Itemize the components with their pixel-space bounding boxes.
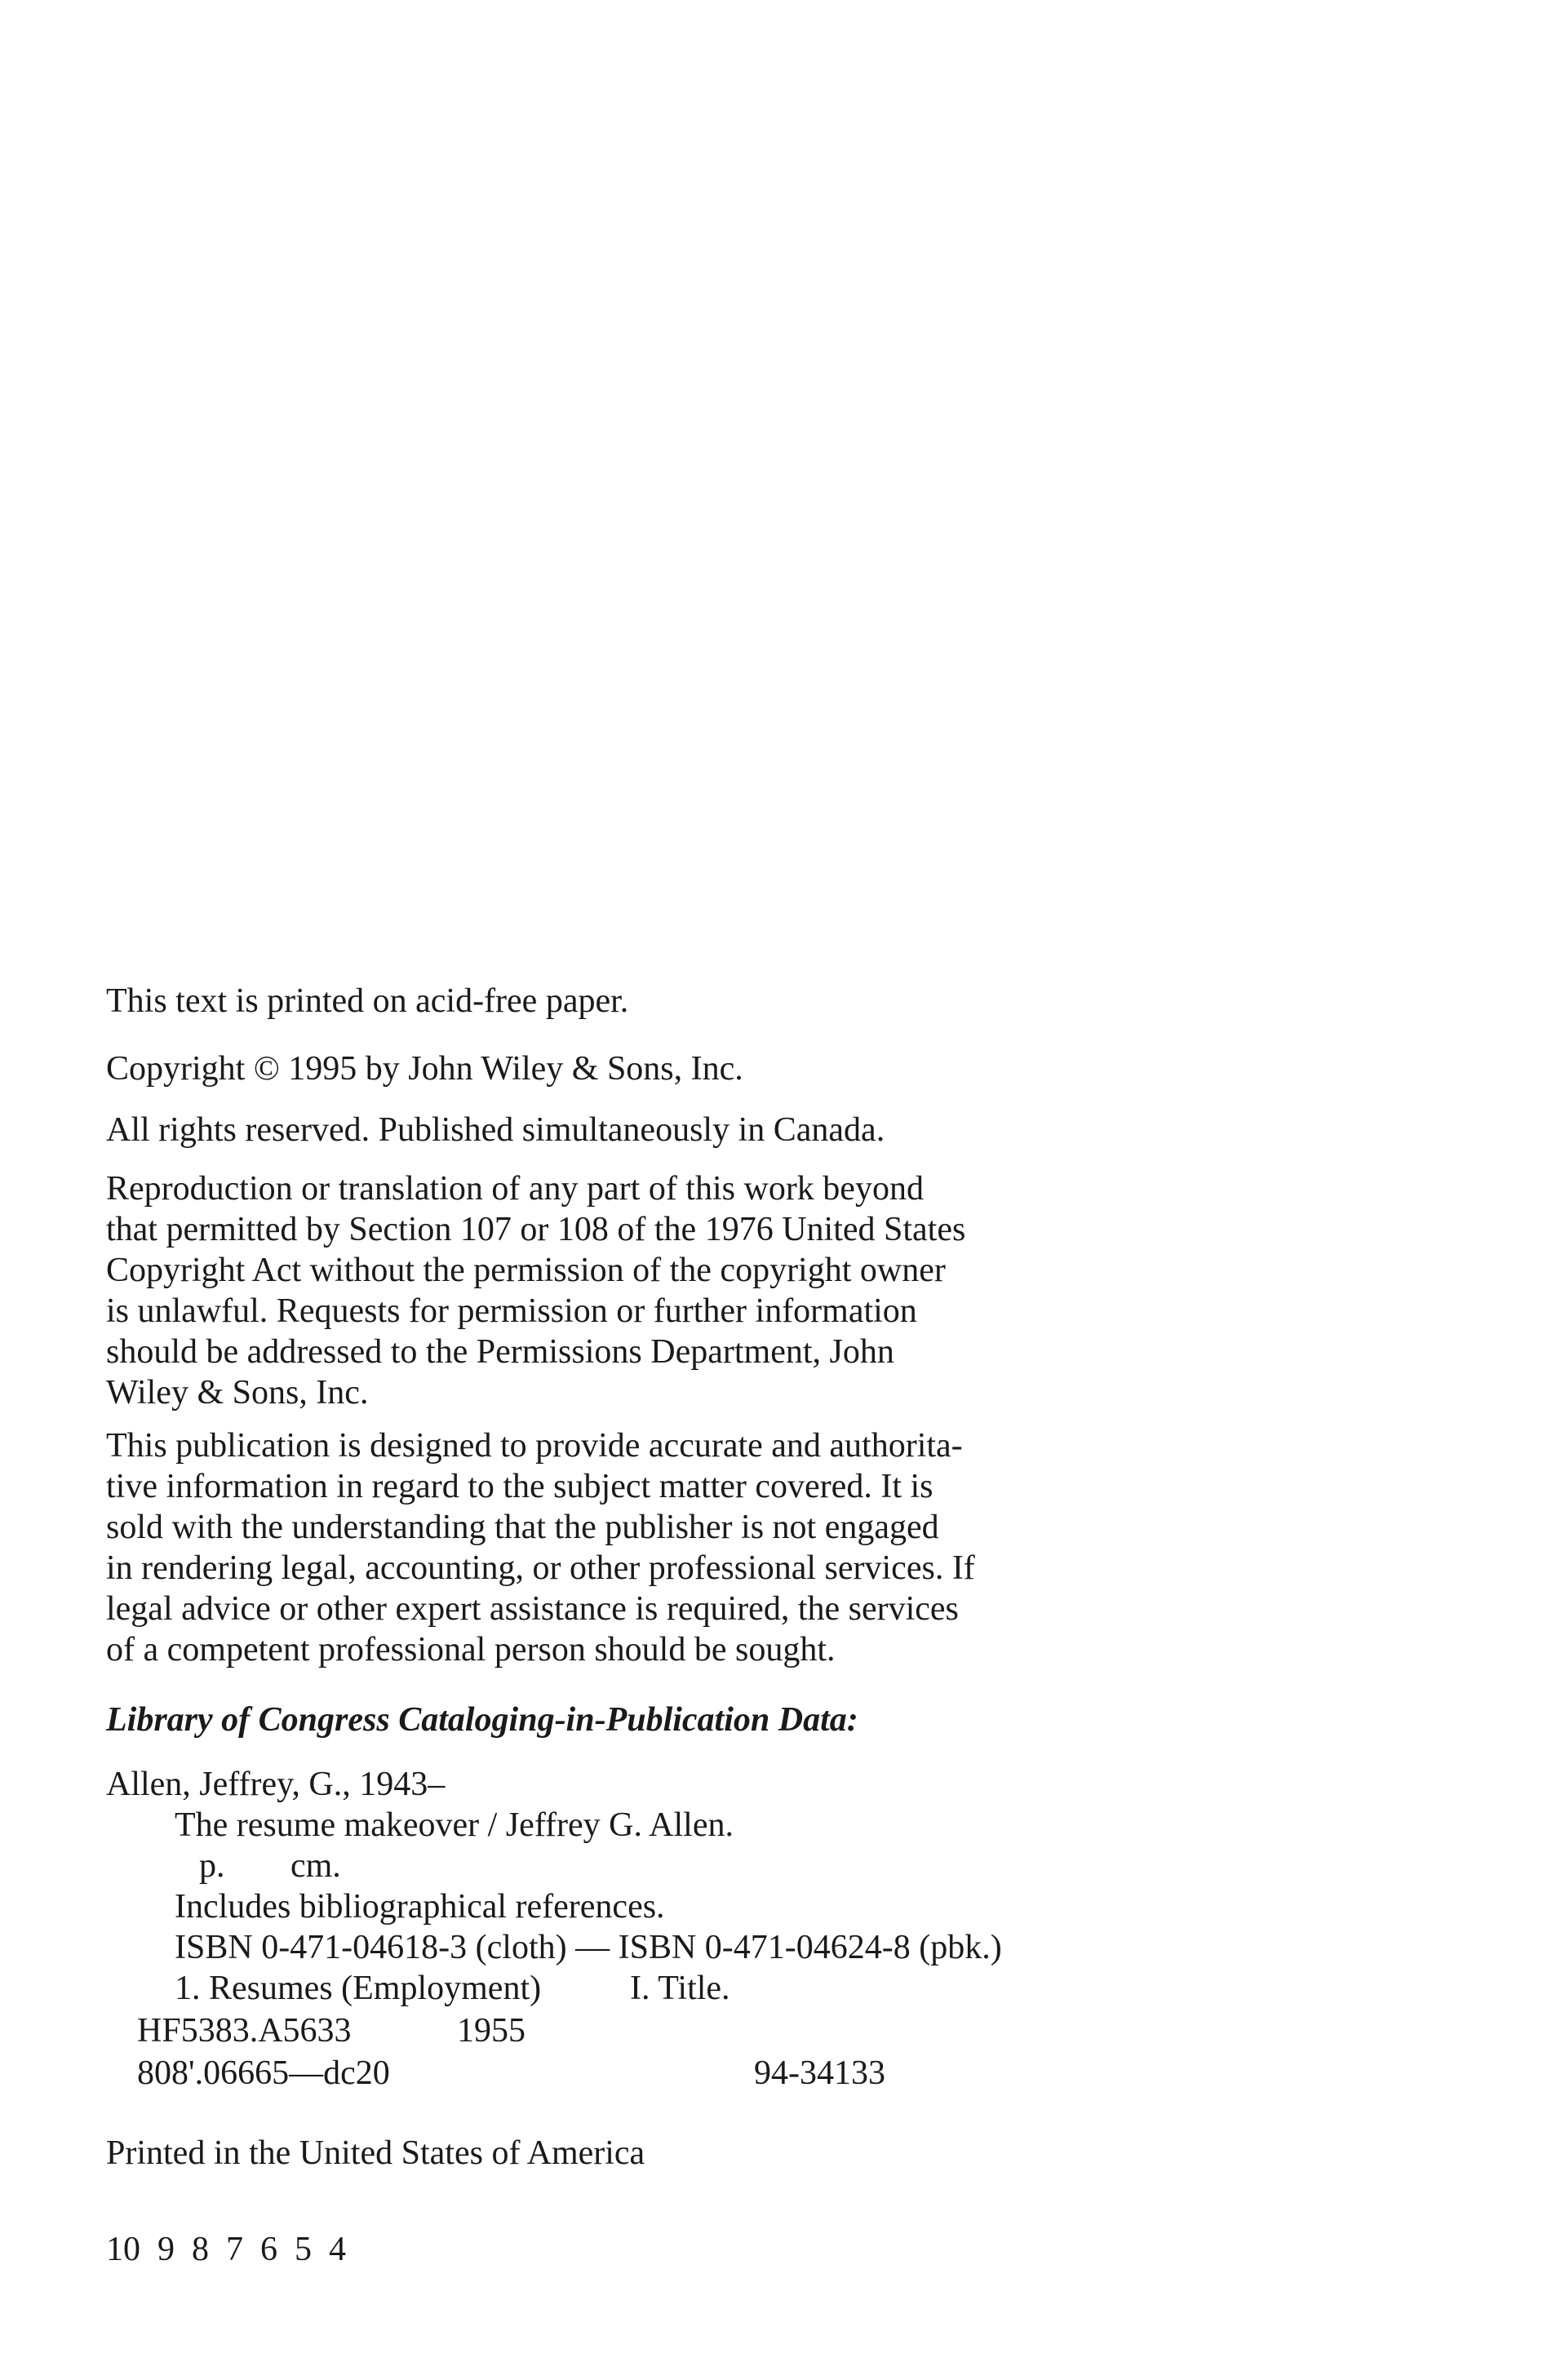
printed-in-statement: Printed in the United States of America <box>106 2134 645 2172</box>
cip-pages: p. <box>199 1847 225 1885</box>
cip-call-year: 1955 <box>457 2012 526 2050</box>
cip-subject: 1. Resumes (Employment) <box>175 1970 542 2007</box>
cip-title-line: The resume makeover / Jeffrey G. Allen. <box>175 1806 734 1844</box>
cip-isbn: ISBN 0-471-04618-3 (cloth) — ISBN 0-471-04624-8 (pbk.) <box>175 1929 1002 1966</box>
rights-statement: All rights reserved. Published simultaneously in Canada. <box>106 1111 885 1149</box>
paper-note: This text is printed on acid-free paper. <box>106 982 629 1020</box>
cip-bibliography: Includes bibliographical references. <box>175 1888 665 1926</box>
copyright-notice: Copyright © 1995 by John Wiley & Sons, Inc. <box>106 1050 743 1088</box>
cip-call-number: HF5383.A5633 <box>137 2012 352 2050</box>
cip-dewey: 808'.06665—dc20 <box>137 2054 390 2092</box>
cip-lccn: 94-34133 <box>754 2054 885 2092</box>
cip-title-entry: I. Title. <box>630 1970 730 2007</box>
print-line: 10 9 8 7 6 5 4 <box>106 2231 346 2268</box>
disclaimer-paragraph: This publication is designed to provide accurate and authorita- tive information in regard to the subject matter covered. It is sold with the understanding that the publisher is not engaged in rendering legal, accounting, or other professional services. If legal advice or other expert assistance is required, the services of a competent professional person should be sought. <box>106 1427 975 1669</box>
cip-cm: cm. <box>290 1847 341 1885</box>
cip-heading: Library of Congress Cataloging-in-Publication Data: <box>106 1701 858 1739</box>
reproduction-paragraph: Reproduction or translation of any part of this work beyond that permitted by Section 107 or 108 of the 1976 United States Copyright Act without the permission of the copyright owner is unlawful. Requests for permission or further information should be addressed to the Permissions Department, John Wiley & Sons, Inc. <box>106 1170 966 1412</box>
cip-author: Allen, Jeffrey, G., 1943– <box>106 1766 446 1803</box>
